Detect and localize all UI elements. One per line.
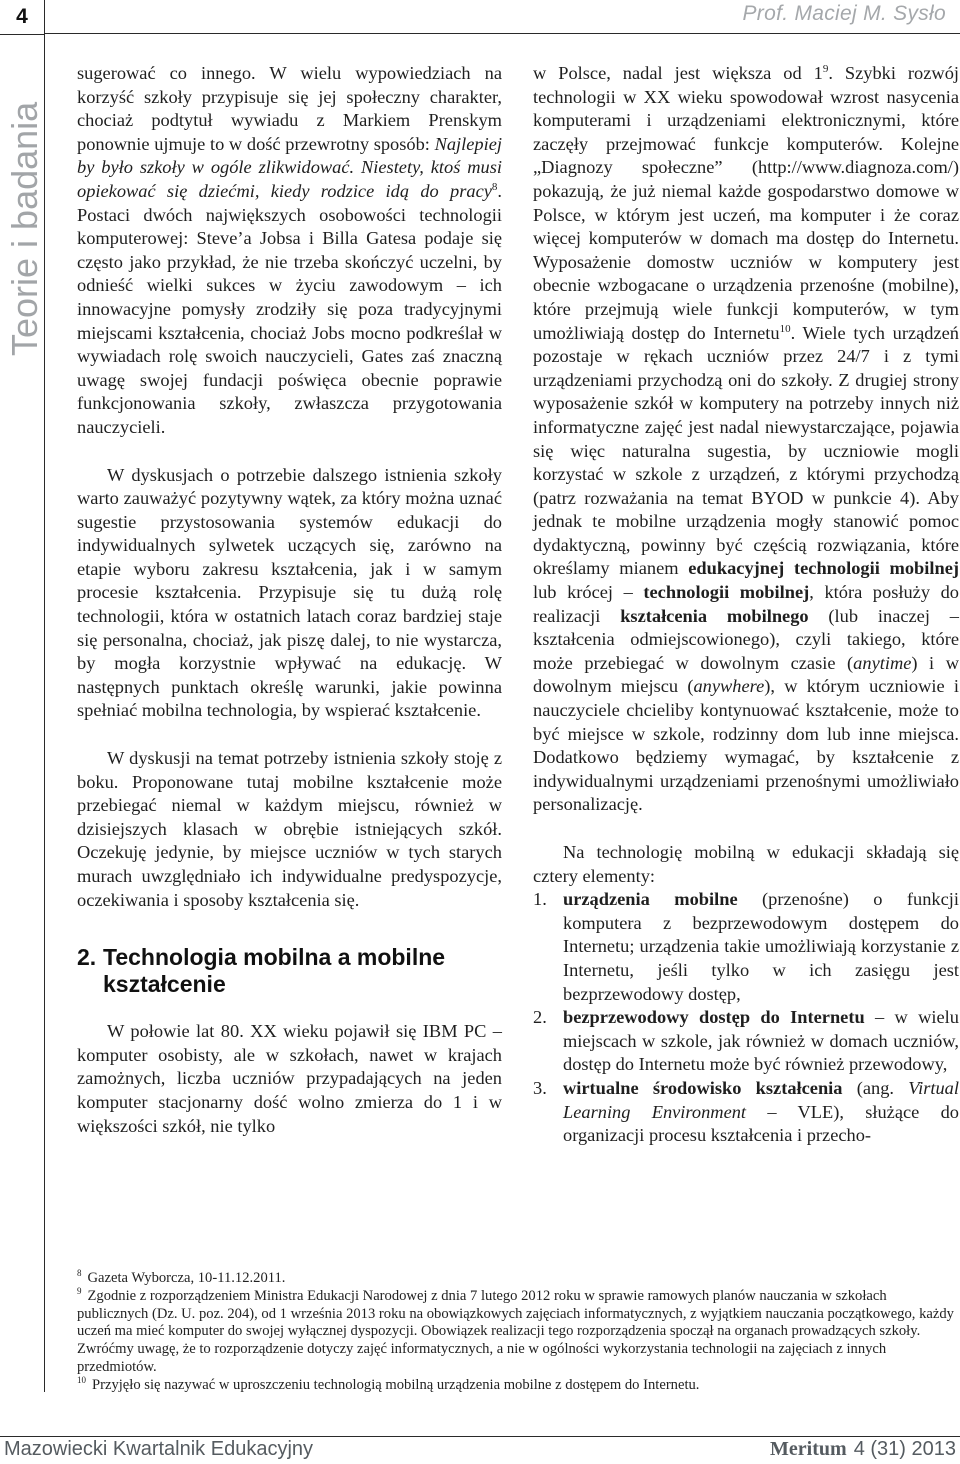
elements-list bbox=[533, 888, 959, 1148]
list-item-text bbox=[563, 888, 959, 1006]
footnote-text: Przyjęło się nazywać w uproszczeniu technologią mobilną urządzenia mobilne z dostępem do Internetu. bbox=[92, 1376, 700, 1393]
text-run: . Wiele tych urządzeń pozostaje w rękach uczniów przez 24/7 i z tymi urządzeniami przychodzą oni do szkoły. Z drugiej strony wyposażenie szkół w komputery na potrzeby innych niż informatyczne zajęć jest nadal niewystarczające, pojawia się więc naturalna sugestia, by uczniowie mogli korzystać w szkole z urządzeń, z którymi przychodzą (patrz rozważania na temat BYOD w punkcie 4). Aby jednak te mobilne urządzenia mogły stanowić pomoc dydaktyczną, powinny być częścią rozwiązania, które określamy mianem bbox=[533, 322, 960, 579]
list-item bbox=[533, 1077, 959, 1148]
footnote-ref: 9 bbox=[822, 62, 829, 75]
list-item bbox=[533, 1006, 959, 1077]
heading-number: 2. bbox=[77, 944, 97, 971]
paragraph: W połowie lat 80. XX wieku pojawił się IBM PC – komputer osobisty, ale w szkołach, nawet w krajach zamożnych, liczba uczniów przypadających na jeden komputer stacjonarny dość wolno zmierza do 1 i w większości szkół, nie tylko bbox=[77, 1021, 502, 1136]
journal-name: Mazowiecki Kwartalnik Edukacyjny bbox=[4, 1438, 314, 1460]
italic-term: Virtual Learning Environment bbox=[563, 1077, 959, 1122]
bold-term: wirtualne środowisko kształcenia bbox=[563, 1077, 843, 1098]
journal-brand: Meritum bbox=[770, 1438, 847, 1460]
text-run: , która posłuży do realizacji bbox=[533, 582, 959, 626]
left-column bbox=[77, 62, 502, 1138]
bold-term: kształcenia mobilnego bbox=[620, 605, 809, 626]
section-title: Teorie i badania bbox=[4, 101, 45, 356]
italic-term: anywhere bbox=[693, 676, 765, 697]
footnote-number: 8 bbox=[77, 1268, 82, 1279]
paragraph bbox=[533, 62, 959, 817]
text-run: ), w którym uczniowie i nauczyciele chcieliby kontynuować kształcenie, może to być miejsce w szkole, rodzinny dom lub inne miejsca. Dodatkowo będziemy wymagać, by kształcenie z indywidualnymi urządzeniami przenośnymi umożliwiało personalizację. bbox=[533, 676, 959, 815]
paragraph: W dyskusji na temat potrzeby istnienia szkoły stoję z boku. Proponowane tutaj mobilne kształcenie może przebiegać niemal w każdym miejscu, również w dzisiejszych klasach w obrębie istniejących szkół. Oczekuję jedynie, by miejsce uczniów w tych starych murach uwzględniało ich indywidualne predyspozycje, oczekiwania i sposoby kształcenia się. bbox=[77, 748, 502, 910]
paragraph: W dyskusjach o potrzebie dalszego istnienia szkoły warto zauważyć pozytywny wątek, za który można uznać sugestie przystosowania systemów edukacji do indywidualnych sylwetek uczących się, zarówno na etapie wyboru zakresu kształcenia, jak i w samym procesie kształcenia. Przypisuje się tu dużą rolę technologii, która w ostatnich latach coraz bardziej staje się personalna, chociaż, jak piszę dalej, to nie wystarcza, by mogła korzystnie wpływać na edukację. W następnych punktach określę warunki, jakie powinna spełniać mobilna technologia, by wspierać kształcenie. bbox=[77, 464, 502, 721]
text-run: (ang. bbox=[842, 1077, 909, 1098]
paragraph: Na technologię mobilną w edukacji składają się cztery elementy: bbox=[533, 842, 959, 886]
text-run: – w wielu miejscach w szkole, jak również w domach uczniów, dostęp do Internetu może być również przewodowy, bbox=[563, 1007, 959, 1075]
section-sidebar bbox=[0, 34, 44, 354]
italic-term: anytime bbox=[853, 652, 912, 673]
footnote-ref: 10 bbox=[779, 322, 791, 335]
issue-number: 4 (31) 2013 bbox=[853, 1438, 956, 1460]
running-header-author: Prof. Maciej M. Sysło bbox=[742, 2, 946, 25]
text-run: lub krócej – bbox=[533, 582, 644, 603]
footnote bbox=[77, 1285, 959, 1377]
bold-term: edukacyjnej technologii mobilnej bbox=[688, 558, 960, 579]
bold-term: urządzenia mobilne bbox=[563, 889, 738, 910]
text-run: sugerować co innego. W wielu wypowiedziach na korzyść szkoły przypisuje się jej społeczny charakter, chociaż podtytuł wywiadu z Markiem Prenskym ponownie ujmuje to w dość przewrotny sposób: bbox=[77, 63, 502, 154]
list-item bbox=[533, 888, 959, 1006]
text-run: w Polsce, nadal jest większa od 1 bbox=[533, 63, 823, 83]
list-number: 1. bbox=[533, 889, 547, 910]
list-item-text bbox=[563, 1006, 959, 1077]
text-run: . Szybki rozwój technologii w XX wieku spowodował wzrost nasycenia komputerami i urządzeniami elektronicznymi, które zaczęły przejmować funkcje komputerów. Kolejne „Diagnozy społeczne” (http://www.diagnoza.com/) pokazują, że już niemal każde gospodarstwo domowe w Polsce, w którym jest uczeń, ma komputer i że coraz więcej komputerów w domach ma dostęp do Internetu. Wyposażenie domostw uczniów w komputery jest obecnie wzbogacane o urządzenia przenośne (mobilne), które przejmują wiele funkcji komputerów, w tym umożliwiają dostęp do Internetu bbox=[533, 63, 959, 343]
bold-term: bezprzewodowy dostęp do Internetu bbox=[563, 1007, 865, 1028]
bold-term: technologii mobilnej bbox=[643, 582, 810, 603]
footnote bbox=[77, 1374, 959, 1395]
footnote-number: 10 bbox=[77, 1374, 86, 1385]
list-number: 3. bbox=[533, 1077, 547, 1098]
text-run: (lub inaczej – kształcenia odmiejscowionego), czyli takiego, które może przebiegać w dowolnym czasie ( bbox=[533, 605, 959, 673]
footnote-text: Gazeta Wyborcza, 10-11.12.2011. bbox=[87, 1270, 286, 1286]
footnote-number: 9 bbox=[77, 1285, 82, 1296]
right-column bbox=[533, 62, 959, 1148]
list-item-text bbox=[563, 1077, 959, 1148]
page-number: 4 bbox=[0, 0, 45, 35]
paragraph bbox=[77, 62, 502, 440]
list-number: 2. bbox=[533, 1007, 547, 1028]
text-run: (przenośne) o funkcji komputera z bezprzewodowym dostępem do Internetu; urządzenia takie umożliwiają korzystanie z Internetu, jeśli tylko w ich zasięgu jest bezprzewodowy dostęp, bbox=[563, 889, 959, 1004]
footnote bbox=[77, 1270, 959, 1288]
text-run: ) i w dowolnym miejscu ( bbox=[533, 652, 959, 697]
header-rule bbox=[44, 33, 960, 34]
footnote-text: Zgodnie z rozporządzeniem Ministra Edukacji Narodowej z dnia 7 lutego 2012 roku w sprawie ramowych planów nauczania w szkołach publicznych (Dz. U. poz. 204), od 1 września 2013 roku na obowiązkowych zajęciach informatycznych, z wyjątkiem nauczania początkowego, każdy uczeń ma mieć komputer do swojej wyłącznej dyspozycji. Obowiązek realizacji tego rozporządzenia spoczął na organach prowadzących szkoły. Zwróćmy uwagę, że to rozporządzenie dotyczy zajęć informatycznych, a nie w ogólności wykorzystania technologii na zajęciach z innych przedmiotów. bbox=[77, 1287, 954, 1375]
section-heading bbox=[77, 944, 502, 998]
text-run: . Postaci dwóch największych osobowości technologii komputerowej: Steve’a Jobsa i Billa Gatesa podaje się często jako przykład, że nie trzeba skończyć uczelni, by odnieść wielki sukces w życiu zawodowym – ich innowacyjne pomysły zrodziły się poza tradycyjnymi miejscami kształcenia, chociaż Jobs mocno podkreślał w wywiadach rolę swoich nauczycieli, Gates zaś znaczną uwagę swojej fundacji poświęca obecnie poprawie funkcjonowania szkoły, zwłaszcza przygotowania nauczycieli. bbox=[77, 180, 502, 437]
footnotes bbox=[77, 1270, 959, 1395]
italic-quote: Najlepiej by było szkoły w ogóle zlikwidować. Niestety, ktoś musi opiekować się dziećmi, kiedy rodzice idą do pracy bbox=[77, 133, 502, 201]
text-run: – VLE), służące do organizacji procesu kształcenia i przecho- bbox=[563, 1101, 959, 1146]
footnote-ref: 8 bbox=[491, 180, 498, 193]
footer-rule bbox=[0, 1436, 960, 1437]
heading-text: Technologia mobilna a mobilne kształcenie bbox=[103, 944, 446, 998]
